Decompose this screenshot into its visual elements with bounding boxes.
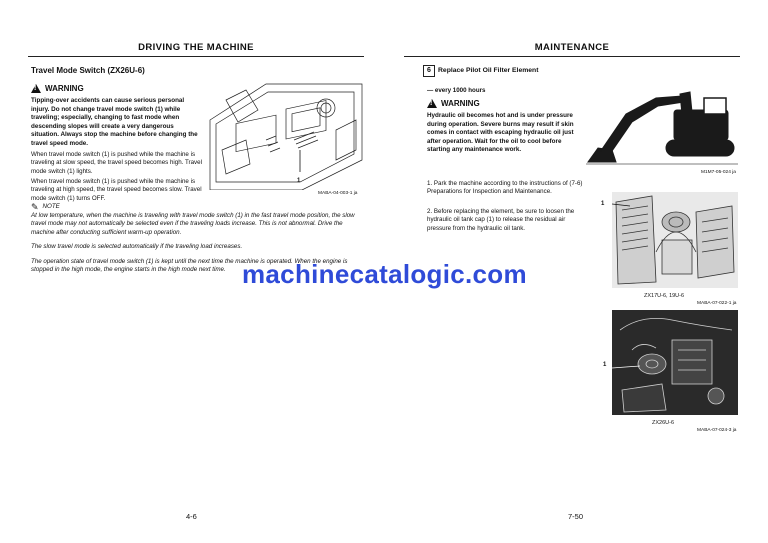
left-para-1: When travel mode switch (1) is pushed while the machine is traveling at slow speed, the travel speed becomes high. Travel mode switch (1) lights.: [31, 151, 202, 175]
hydraulic-tank-cap-illustration-zx26: [612, 310, 738, 415]
left-note-3: The operation state of travel mode switch (1) is kept until the next time the machine is operated. When the engine is stopped in the high mode, the engine starts in the high mode next time.: [31, 258, 348, 274]
right-fig2-model: ZX17U-6, 19U-6: [644, 293, 685, 299]
travel-mode-switch-illustration: [206, 80, 366, 190]
right-section-title: Replace Pilot Oil Filter Element: [438, 67, 539, 74]
right-step-1: 1. Park the machine according to the instructions of (7-6) Preparations for Inspection and Maintenance.: [427, 180, 583, 196]
left-note-1: At low temperature, when the machine is traveling with travel mode switch (1) in the fast travel mode position, the slow travel mode may not automatically be selected even if the traveling loads increase. This is not abnormal. Drive the machine after conducting sufficient warm-up operation.: [31, 212, 355, 236]
left-note-2: The slow travel mode is selected automatically if the traveling load increases.: [31, 243, 243, 250]
left-warning-heading: [31, 84, 84, 93]
right-item-number: 6: [423, 65, 435, 77]
right-fig3-model: ZX26U-6: [652, 420, 675, 426]
warning-icon: !: [31, 84, 41, 93]
hydraulic-tank-cap-illustration-zx17: [612, 192, 738, 288]
left-note-heading: [31, 203, 60, 212]
tank-cap-figure-zx17: [612, 192, 738, 288]
right-fig2-caption: MABA-07-022-1 ja: [697, 301, 737, 306]
excavator-illustration: [586, 88, 738, 168]
right-page-number: 7-50: [568, 512, 584, 521]
right-page-header: MAINTENANCE: [534, 42, 610, 53]
note-pencil-icon: ✎: [31, 202, 39, 212]
right-fig3-caption: MABA-07-024-3 ja: [697, 428, 737, 433]
right-warning-label: WARNING: [441, 99, 480, 108]
right-header-rule: [404, 56, 740, 57]
travel-mode-switch-figure: [206, 80, 366, 190]
left-warning-text: Tipping-over accidents can cause serious personal injury. Do not change travel mode switch (1) while traveling; especially, changing to fast mode when descending slopes will create a very dangerous situation. Always stop the machine before changing the travel speed mode.: [31, 97, 198, 147]
left-warning-label: WARNING: [45, 84, 84, 93]
tank-cap-figure-zx26: [612, 310, 738, 415]
left-section-title: Travel Mode Switch (ZX26U-6): [31, 66, 145, 75]
left-figure-caption: MABA-04-003-1 ja: [318, 191, 358, 196]
warning-icon: !: [427, 99, 437, 108]
left-header-rule: [28, 56, 364, 57]
left-page-header: DRIVING THE MACHINE: [138, 42, 254, 53]
right-warning-heading: [427, 99, 480, 108]
left-figure-callout: 1: [297, 178, 301, 184]
left-note-label: NOTE: [42, 203, 60, 211]
right-fig2-callout: 1: [601, 201, 605, 207]
right-interval: — every 1000 hours: [427, 87, 486, 94]
watermark-text: machinecatalogic.com: [242, 259, 527, 289]
left-para-2: When travel mode switch (1) is pushed while the machine is traveling at high speed, the travel speed becomes slow. Travel mode switch (1) turns OFF.: [31, 178, 202, 202]
right-step-2: 2. Before replacing the element, be sure to loosen the hydraulic oil tank cap (1) to release the residual air pressure from the hydraulic oil tank.: [427, 208, 575, 232]
right-fig1-caption: M1M7-05-024 ja: [701, 170, 736, 175]
right-fig3-callout: 1: [603, 362, 607, 368]
left-page-number: 4-6: [186, 512, 197, 521]
right-warning-text: Hydraulic oil becomes hot and is under pressure during operation. Severe burns may result if skin comes in contact with escaping hydraulic oil just after operation. Wait for the oil to cool before starting any maintenance work.: [427, 112, 574, 154]
excavator-figure: [586, 88, 738, 168]
